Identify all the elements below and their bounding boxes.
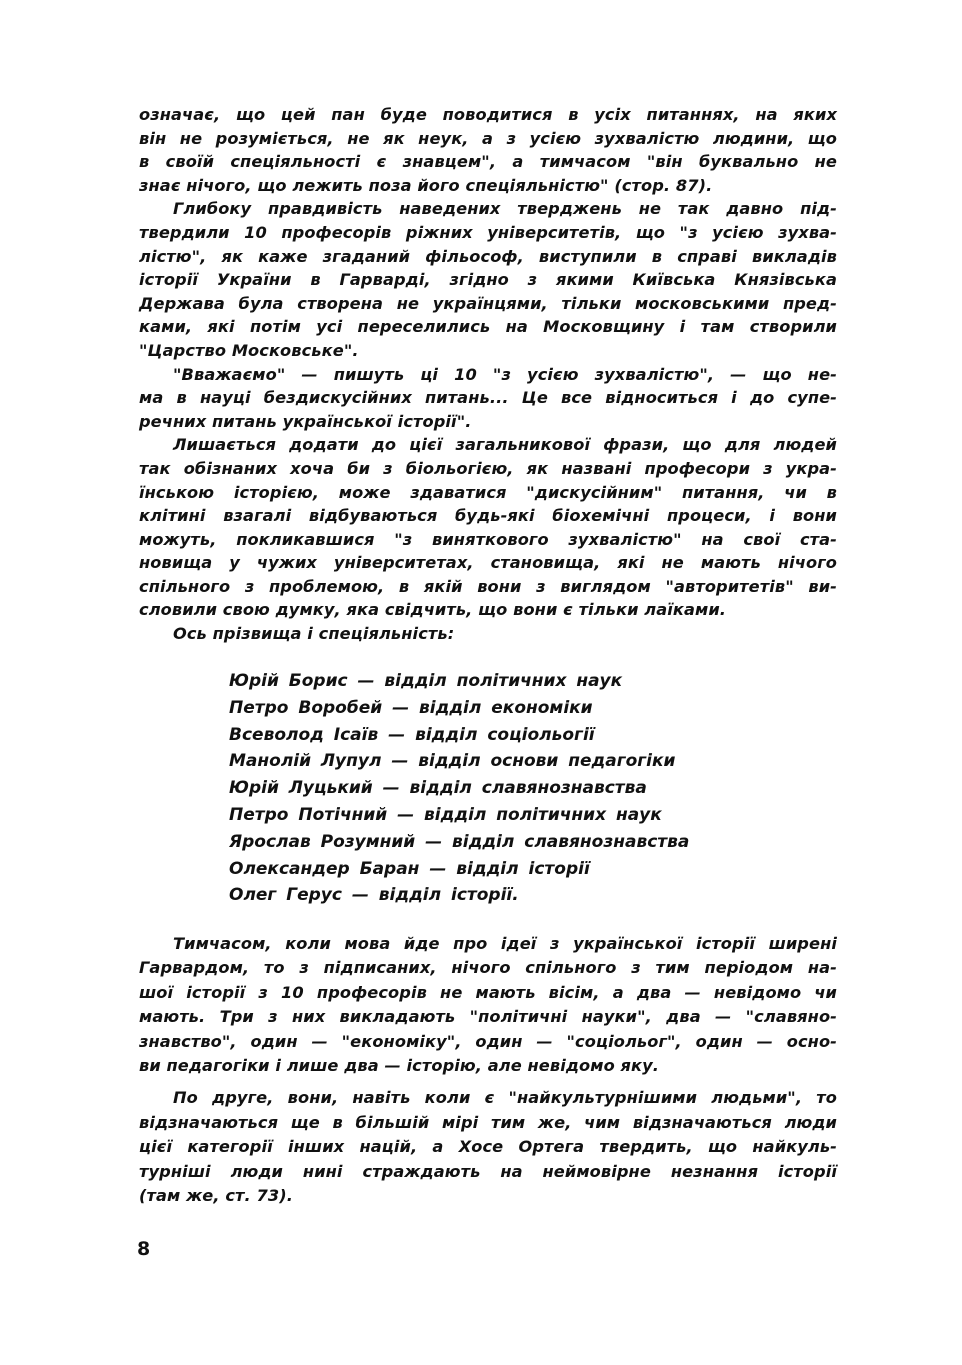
text-line: словили свою думку, яка свідчить, що вони є тільки лаїками. — [139, 600, 727, 620]
text-line: клітині взагалі відбуваються будь-які біохемічні процеси, і вони — [139, 506, 837, 526]
paragraph — [139, 1086, 837, 1208]
text-line: означає, що цей пан буде поводитися в усіх питаннях, на яких — [139, 105, 837, 124]
list-item: Ярослав Розумний — відділ славянознавства — [229, 831, 690, 852]
list-item: Петро Воробей — відділ економіки — [229, 697, 593, 718]
list-item: Юрій Луцький — відділ славянознавства — [229, 778, 647, 799]
text-line: "Царство Московське". — [139, 340, 359, 360]
paragraph — [139, 622, 837, 646]
text-line: знає нічого, що лежить поза його спеціяльністю" (стор. 87). — [139, 175, 713, 195]
text-line: ви педагогіки і лише два — історію, але невідомо яку. — [139, 1055, 660, 1075]
list-item: Юрій Борис — відділ політичних наук — [229, 671, 623, 691]
text-line: речних питань української історії". — [139, 411, 472, 431]
text-line: (там же, ст. 73). — [139, 1185, 293, 1205]
names-list — [229, 668, 689, 909]
text-line: новища у чужих університетах, становища, які не мають нічого — [139, 553, 837, 573]
paragraph — [139, 433, 837, 622]
body-text-top — [139, 103, 837, 646]
text-line: цієї категорії інших націй, а Хосе Ортега твердить, що найкуль- — [139, 1137, 837, 1157]
text-line: Лишається додати до цієї загальникової фрази, що для людей — [173, 435, 837, 455]
paragraph — [139, 197, 837, 362]
list-item: Всеволод Ісаїв — відділ соціольогії — [229, 724, 595, 745]
text-line: Тимчасом, коли мова йде про ідеї з української історії ширені — [173, 934, 837, 953]
paragraph — [139, 932, 837, 1078]
text-line: ками, які потім усі переселились на Московщину і там створили — [139, 317, 837, 337]
text-line: По друге, вони, навіть коли є "найкультурнішими людьми", то — [173, 1088, 837, 1108]
text-line: Глибоку правдивість наведених тверджень не так давно під- — [173, 199, 837, 219]
text-line: Держава була створена не українцями, тільки московськими пред- — [139, 293, 837, 313]
list-item: Олександер Баран — відділ історії — [229, 858, 590, 879]
text-line: Ось прізвища і спеціяльність: — [173, 624, 455, 644]
text-line: твердили 10 професорів ріжних університетів, що "з усією зухва- — [139, 222, 837, 242]
paragraph — [139, 363, 837, 434]
text-line: "Вважаємо" — пишуть ці 10 "з усією зухвалістю", — що не- — [173, 364, 837, 384]
text-line: лістю", як каже згаданий фільософ, виступили в справі викладів — [139, 246, 837, 266]
text-line: так обізнаних хоча би з біольогією, як названі професори з укра- — [139, 458, 837, 478]
text-line: в своїй спеціяльності є знавцем", а тимчасом "він буквально не — [139, 152, 837, 172]
text-line: ма в науці бездискусійних питань... Це все відноситься і до супе- — [139, 388, 837, 408]
text-line: можуть, покликавшися "з виняткового зухвалістю" на свої ста- — [139, 529, 837, 549]
text-line: шої історії з 10 професорів не мають вісім, а два — невідомо чи — [139, 982, 837, 1002]
text-line: відзначаються ще в більшій мірі тим же, чим відзначаються люди — [139, 1112, 837, 1132]
list-item: Олег Герус — відділ історії. — [229, 885, 519, 906]
list-item: Петро Потічний — відділ політичних наук — [229, 804, 662, 825]
page-number: 8 — [137, 1238, 151, 1260]
paragraph — [139, 103, 837, 197]
text-line: їнською історією, може здаватися "дискусійним" питання, чи в — [139, 482, 837, 502]
text-line: спільного з проблемою, в якій вони з виглядом "авторитетів" ви- — [139, 576, 837, 596]
text-line: історії України в Гарварді, згідно з якими Київська Князівська — [139, 270, 837, 290]
text-line: турніші люди нині страждають на неймовірне незнання історії — [139, 1161, 837, 1181]
body-text-bottom — [139, 932, 837, 1208]
list-item: Манолій Лупул — відділ основи педагогіки — [229, 751, 676, 772]
text-line: знавство", один — "економіку", один — "соціольог", один — осно- — [139, 1031, 837, 1051]
text-line: Гарвардом, то з підписаних, нічого спільного з тим періодом на- — [139, 958, 837, 978]
text-line: він не розуміється, не як неук, а з усією зухвалістю людини, що — [139, 128, 837, 148]
text-line: мають. Три з них викладають "політичні науки", два — "славяно- — [139, 1007, 837, 1027]
